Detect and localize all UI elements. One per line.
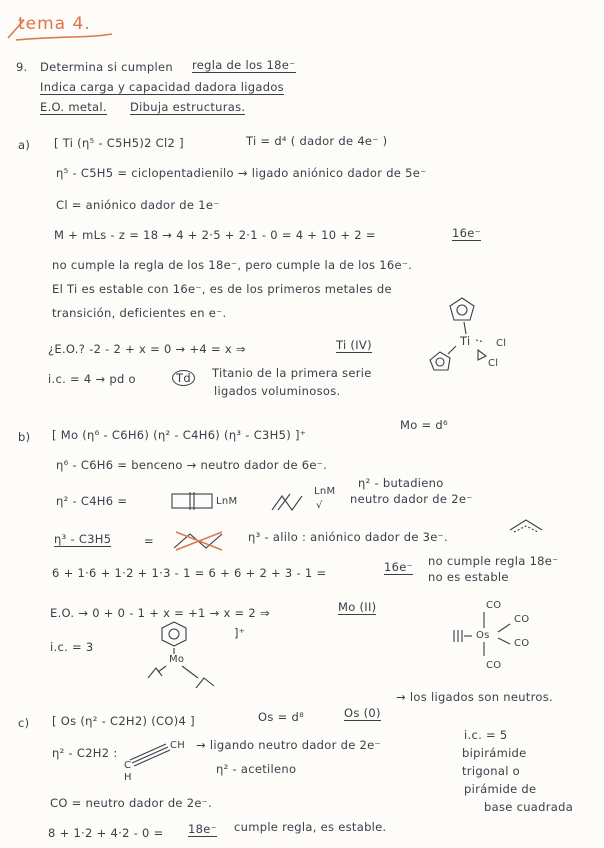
part-a-cp-desc: η⁵ - C5H5 = ciclopentadienilo → ligado aniónico dador de 5e⁻	[56, 166, 427, 180]
part-c-co-desc: CO = neutro dador de 2e⁻.	[50, 796, 213, 810]
part-b-allyl-label: η³ - C3H5	[54, 532, 112, 546]
part-a-cl-desc: Cl = aniónico dador de 1e⁻	[56, 198, 220, 212]
question-number: 9.	[16, 60, 28, 74]
part-c-geometry-4: base cuadrada	[484, 800, 574, 814]
acetylene-c: C	[124, 760, 132, 771]
part-b-count-note-2: no es estable	[428, 570, 509, 584]
page-title: tema 4.	[18, 14, 91, 34]
part-a-electron-count: M + mLs - z = 18 → 4 + 2·5 + 2·1 - 0 = 4 + 10 + 2 =	[54, 228, 376, 242]
titanocene-structure-icon	[420, 290, 540, 380]
part-a-label: a)	[18, 138, 31, 152]
part-b-allyl-eq: =	[144, 534, 154, 548]
titanocene-metal: Ti	[460, 334, 471, 348]
part-c-config: Os = d⁸	[258, 710, 304, 724]
os-complex-metal: Os	[476, 630, 490, 641]
part-c-label: c)	[18, 716, 30, 730]
part-a-ic-note-2: ligados voluminosos.	[214, 384, 341, 398]
question-line-1b: regla de los 18e⁻	[192, 58, 296, 72]
allyl-fragment-icon	[508, 516, 548, 536]
part-a-note-3: transición, deficientes en e⁻.	[52, 306, 227, 320]
butadiene-lnm-2: LnM	[314, 486, 336, 497]
mo-complex-structure-icon	[140, 620, 230, 690]
os-co-lower-right: CO	[514, 638, 530, 649]
butadiene-drawing-icon	[168, 488, 308, 518]
part-c-acetylene-name: η² - acetileno	[216, 762, 297, 776]
part-c-eo-result: Os (0)	[344, 706, 381, 720]
os-co-bottom: CO	[486, 660, 502, 671]
titanocene-cl-2: Cl	[488, 358, 499, 369]
part-b-formula: [ Mo (η⁶ - C6H6) (η² - C4H6) (η³ - C3H5) ]⁺	[52, 428, 307, 442]
mo-complex-charge: ]⁺	[234, 626, 246, 640]
part-b-eo: E.O. → 0 + 0 - 1 + x = +1 → x = 2 ⇒	[50, 606, 270, 620]
part-a-ic-note-1: Titanio de la primera serie	[212, 366, 372, 380]
part-b-butadiene-desc: neutro dador de 2e⁻	[350, 492, 473, 506]
part-b-electron-count: 6 + 1·6 + 1·2 + 1·3 - 1 = 6 + 6 + 2 + 3 - 1 =	[52, 566, 327, 580]
titanocene-cl-1: Cl	[496, 338, 507, 349]
part-c-count-result: 18e⁻	[188, 822, 217, 836]
part-a-ic: i.c. = 4 → pd o	[48, 372, 136, 386]
part-c-formula: [ Os (η² - C2H2) (CO)4 ]	[52, 714, 195, 728]
os-co-top: CO	[486, 600, 502, 611]
part-a-eo: ¿E.O.? -2 - 2 + x = 0 → +4 = x ⇒	[48, 342, 246, 356]
part-b-butadiene-name: η² - butadieno	[358, 476, 444, 490]
part-b-count-result: 16e⁻	[384, 560, 413, 574]
part-b-ic: i.c. = 3	[50, 640, 94, 654]
part-a-count-result: 16e⁻	[452, 226, 481, 240]
part-c-acetylene-label: η² - C2H2 :	[52, 746, 118, 760]
part-c-geometry-2: trigonal o	[462, 764, 520, 778]
part-a-note-1: no cumple la regla de los 18e⁻, pero cumple la de los 16e⁻.	[52, 258, 413, 272]
os-co-upper-right: CO	[514, 614, 530, 625]
mo-complex-metal: Mo	[169, 654, 185, 665]
part-a-ic-box: Td	[172, 370, 195, 386]
butadiene-lnm-1: LnM	[216, 496, 238, 507]
part-b-allyl-desc: η³ - alilo : aniónico dador de 3e⁻.	[248, 530, 448, 544]
part-c-electron-count: 8 + 1·2 + 4·2 - 0 =	[48, 826, 164, 840]
part-b-butadiene-label: η² - C4H6 =	[56, 494, 128, 508]
question-line-1a: Determina si cumplen	[40, 60, 173, 74]
part-a-config: Ti = d⁴ ( dador de 4e⁻ )	[246, 134, 388, 148]
butadiene-check: √	[316, 500, 323, 511]
part-b-config: Mo = d⁶	[400, 418, 448, 432]
part-a-formula: [ Ti (η⁵ - C5H5)2 Cl2 ]	[54, 136, 184, 150]
question-line-3a: E.O. metal.	[40, 100, 107, 114]
part-c-acetylene-desc: → ligando neutro dador de 2e⁻	[196, 738, 381, 752]
part-c-geometry-3: pirámide de	[464, 782, 537, 796]
part-c-eo-note: → los ligados son neutros.	[396, 690, 553, 704]
part-a-eo-result: Ti (IV)	[336, 338, 372, 352]
acetylene-ch: CH	[170, 740, 186, 751]
part-c-ic: i.c. = 5	[464, 728, 508, 742]
part-b-eo-result: Mo (II)	[338, 600, 377, 614]
part-c-count-note: cumple regla, es estable.	[234, 820, 387, 834]
part-b-benzene-desc: η⁶ - C6H6 = benceno → neutro dador de 6e⁻.	[56, 458, 328, 472]
part-c-geometry-1: bipirámide	[462, 746, 527, 760]
acetylene-h: H	[124, 772, 132, 783]
question-line-2: Indica carga y capacidad dadora ligados	[40, 80, 284, 94]
question-line-3b: Dibuja estructuras.	[130, 100, 246, 114]
part-b-label: b)	[18, 430, 31, 444]
crossed-allyl-drawing-icon	[170, 528, 240, 552]
part-a-note-2: El Ti es estable con 16e⁻, es de los primeros metales de	[52, 282, 392, 296]
part-b-count-note-1: no cumple regla 18e⁻	[428, 554, 559, 568]
